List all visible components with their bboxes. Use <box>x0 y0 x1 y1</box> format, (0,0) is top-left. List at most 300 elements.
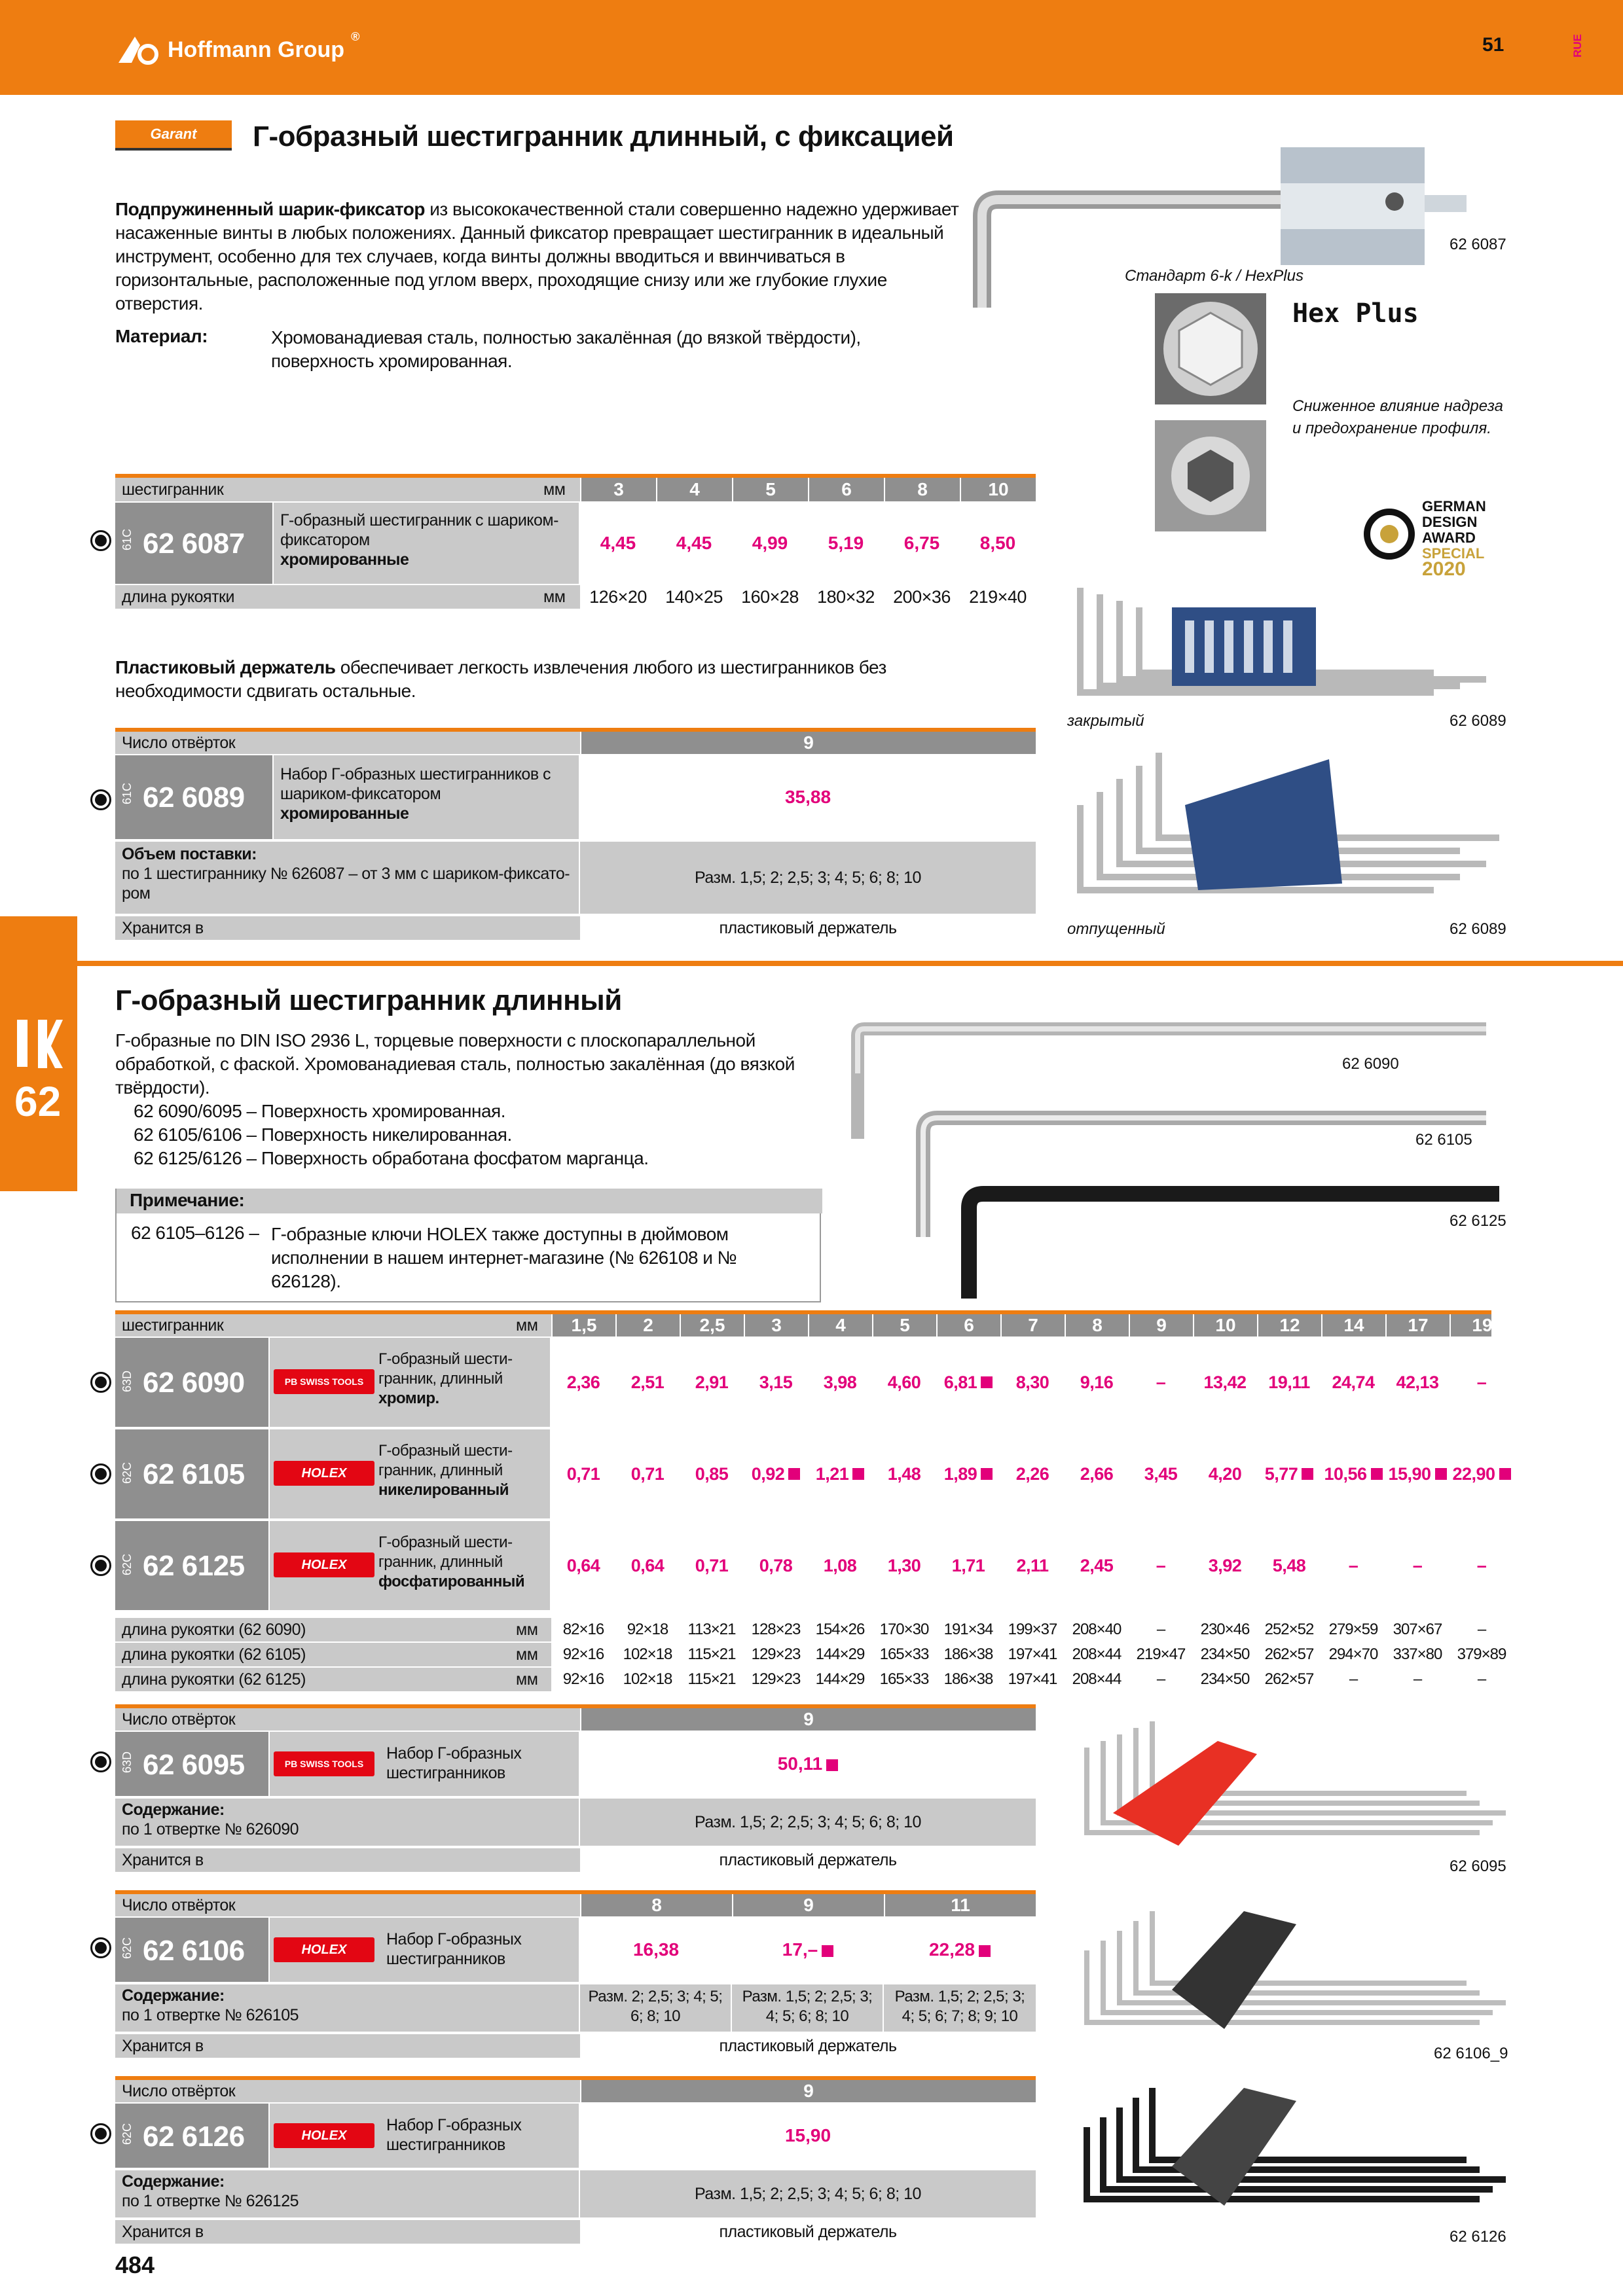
new-marker <box>981 1468 993 1480</box>
section2-title: Г-образный шестигранник длинный <box>115 984 622 1016</box>
caption-closed: закрытый <box>1067 712 1144 730</box>
desc-cell <box>274 503 579 584</box>
length-cell: 279×59 <box>1328 1621 1378 1638</box>
product-bullet[interactable] <box>90 789 111 810</box>
holder-rest: обеспечивает легкость извлечения любого из шестигранников без необходимости сдвигать остальные. <box>115 657 886 701</box>
caption-6126: 62 6126 <box>1450 2228 1506 2246</box>
length-cell: 294×70 <box>1328 1645 1378 1663</box>
product-bullet[interactable] <box>90 1751 111 1772</box>
chapter-number: 62 <box>14 1078 62 1125</box>
article-cell[interactable] <box>115 755 272 839</box>
size-col: 6 <box>936 1314 1000 1336</box>
new-marker <box>1499 1468 1511 1480</box>
product-bullet[interactable] <box>90 530 111 551</box>
language-tag: RUE <box>1571 34 1584 58</box>
new-marker <box>979 1945 991 1957</box>
content-label: Содержание: <box>122 2172 225 2191</box>
product-bullet[interactable] <box>90 1937 111 1958</box>
note-box <box>115 1189 821 1302</box>
length-row <box>115 585 1036 609</box>
caption-open-art: 62 6089 <box>1450 920 1506 938</box>
length-cell: 165×33 <box>879 1670 929 1688</box>
length-cell: 199×37 <box>1008 1621 1057 1638</box>
caption-open: отпущенный <box>1067 920 1165 938</box>
new-marker <box>822 1945 833 1957</box>
price-row <box>580 503 1036 584</box>
length-cell: 144×29 <box>815 1645 865 1663</box>
caption-6087: 62 6087 <box>1450 236 1506 253</box>
length-cell: 262×57 <box>1264 1645 1314 1663</box>
price-cell[interactable]: 10,56 <box>1321 1429 1385 1518</box>
article-cell[interactable] <box>115 2104 268 2168</box>
set-6095-image <box>1074 1715 1519 1846</box>
price-cell[interactable]: 22,90 <box>1450 1429 1514 1518</box>
size-header-row <box>115 1314 1491 1336</box>
length-cell: 379×89 <box>1457 1645 1506 1663</box>
finish-item: 62 6105/6106 – Поверхность никелированная. <box>134 1124 512 1145</box>
price-cell[interactable]: 3,92 <box>1208 1555 1242 1575</box>
garant-badge: Garant <box>115 120 232 151</box>
length-cell: 197×41 <box>1008 1670 1057 1688</box>
length-cell: 115×21 <box>687 1670 736 1688</box>
price-cell[interactable]: 15,90 <box>1385 1429 1450 1518</box>
table-6095 <box>115 1704 1036 1876</box>
table-6126 <box>115 2076 1036 2248</box>
holex-logo: HOLEX <box>274 1937 374 1962</box>
product-desc-bold: хромированные <box>280 550 409 569</box>
product-bullet[interactable] <box>90 1555 111 1576</box>
length-cell: 262×57 <box>1264 1670 1314 1688</box>
award-line3: AWARD <box>1422 529 1476 546</box>
price-cell[interactable]: 8,30 <box>1015 1372 1049 1392</box>
scope-row <box>115 842 579 914</box>
length-cell: 186×38 <box>943 1645 993 1663</box>
product-desc: Набор Г-образных шестигранников <box>386 1930 522 1968</box>
length-cell: 208×44 <box>1072 1670 1122 1688</box>
award-line1: GERMAN <box>1422 498 1486 514</box>
price-cell[interactable]: 1,71 <box>951 1555 985 1575</box>
finish-item: 62 6090/6095 – Поверхность хромированная. <box>134 1101 505 1121</box>
price-cell[interactable]: 2,66 <box>1080 1463 1114 1484</box>
product-desc: Г-образный шестигранник, длинный <box>378 1442 513 1479</box>
new-marker <box>788 1468 800 1480</box>
price-cell[interactable]: – <box>1476 1372 1487 1392</box>
article-cell[interactable] <box>115 1918 268 1982</box>
price-cell[interactable]: 4,45 <box>676 533 712 553</box>
price-cell[interactable]: 8,50 <box>979 533 1016 553</box>
size-col: 10 <box>1193 1314 1257 1336</box>
article-number: 62 6106 <box>143 1935 245 1967</box>
price-cell[interactable]: – <box>1348 1555 1359 1575</box>
price-cell[interactable]: 0,64 <box>566 1555 600 1575</box>
chapter-tab[interactable] <box>0 916 77 1191</box>
size-col: 5 <box>872 1314 936 1336</box>
caption-6105: 62 6105 <box>1415 1131 1472 1149</box>
price-cell[interactable]: 6,81 <box>936 1338 1000 1427</box>
length-cell: 234×50 <box>1200 1645 1250 1663</box>
count-label: Число отвёрток <box>122 1896 236 1914</box>
finish-list <box>134 1100 649 1170</box>
hexplus-logo-text: Hex Plus <box>1292 298 1419 329</box>
size-col: 8 <box>1065 1314 1129 1336</box>
hex-key-6125-image <box>956 1181 1506 1299</box>
price-cell[interactable]: 3,98 <box>823 1372 857 1392</box>
size-header-label: шестигранник <box>122 480 224 499</box>
count-label: Число отвёрток <box>122 1710 236 1729</box>
pb-swiss-tools-logo: PB SWISS TOOLS <box>274 1751 374 1776</box>
length-cell: 180×32 <box>817 587 875 607</box>
finish-item: 62 6125/6126 – Поверхность обработана фосфатом марганца. <box>134 1148 649 1168</box>
length-cell: – <box>1477 1621 1486 1638</box>
hexplus-note: Сниженное влияние надреза и предохранение профиля. <box>1292 397 1504 437</box>
price-cell[interactable]: 0,92 <box>744 1429 808 1518</box>
stored-value: пластиковый держатель <box>580 2220 1036 2244</box>
standard-label: Стандарт 6-k / HexPlus <box>1125 267 1304 285</box>
stored-value: пластиковый держатель <box>580 2034 1036 2058</box>
hex-profile-image-1 <box>1155 293 1266 404</box>
content-label: Содержание: <box>122 1986 225 2005</box>
length-cell: 170×30 <box>879 1621 929 1638</box>
article-cell[interactable] <box>115 1338 268 1427</box>
size-header-row <box>115 478 1036 501</box>
caption-6090: 62 6090 <box>1342 1055 1399 1073</box>
product-desc: Набор Г-образных шестигранников с шариком-фиксатором <box>280 765 551 803</box>
price-cell[interactable]: – <box>1476 1555 1487 1575</box>
length-cell: 92×18 <box>627 1621 668 1638</box>
article-code: 62C <box>120 2123 134 2145</box>
tools-icon <box>14 1013 64 1072</box>
length-cell: 230×46 <box>1200 1621 1250 1638</box>
article-number: 62 6087 <box>143 528 245 560</box>
product-bullet[interactable] <box>90 2123 111 2144</box>
new-marker <box>852 1468 864 1480</box>
article-cell[interactable] <box>115 1732 268 1796</box>
price-cell[interactable]: 5,19 <box>828 533 864 553</box>
price-cell[interactable]: 2,91 <box>695 1372 729 1392</box>
price-cell[interactable]: 6,75 <box>903 533 940 553</box>
length-cell: 208×44 <box>1072 1645 1122 1663</box>
length-row <box>115 1643 1506 1666</box>
size-8: 8 <box>884 478 960 501</box>
new-marker <box>1435 1468 1447 1480</box>
content-text: по 1 отвертке № 626105 <box>122 2006 299 2024</box>
article-code: 61C <box>120 529 134 551</box>
length-cell: 129×23 <box>751 1645 801 1663</box>
product-desc: Набор Г-образных шестигранников <box>386 2116 522 2154</box>
product-desc-bold: хромир. <box>378 1390 439 1407</box>
size-header-label: шестигранник <box>122 1316 224 1335</box>
price-cell[interactable]: – <box>1156 1372 1166 1392</box>
page-number-top: 51 <box>1482 34 1504 56</box>
table-6089 <box>115 728 1036 944</box>
price-cell[interactable]: 4,60 <box>887 1372 921 1392</box>
price-cell[interactable]: 3,15 <box>759 1372 793 1392</box>
note-text: Г-образные ключи HOLEX также доступны в дюймовом исполнении в нашем интернет-магазине (№ 626108 и № 626128). <box>271 1224 737 1291</box>
brand-name: Hoffmann Group <box>168 37 345 62</box>
price-cell[interactable]: 0,71 <box>695 1555 729 1575</box>
section2-intro: Г-образные по DIN ISO 2936 L, торцевые поверхности с плоскопараллельной обработкой, с фаской. Хромованадиевая сталь, полностью закалённая (до вязкой твёрдости). <box>115 1030 795 1098</box>
hoffmann-logo[interactable] <box>115 30 359 69</box>
length-row <box>115 1618 1491 1641</box>
holex-logo: HOLEX <box>274 2123 374 2148</box>
length-cell: 252×52 <box>1264 1621 1314 1638</box>
size-col: 7 <box>1000 1314 1065 1336</box>
length-cell: – <box>1349 1670 1358 1688</box>
length-unit: мм <box>543 588 566 606</box>
length-cell: 140×25 <box>665 587 723 607</box>
stored-label: Хранится в <box>122 1851 204 1869</box>
new-marker <box>1302 1468 1313 1480</box>
article-code: 62C <box>120 1554 134 1576</box>
caption-6106: 62 6106_9 <box>1434 2045 1508 2062</box>
stored-value: пластиковый держатель <box>580 1848 1036 1872</box>
price-cell[interactable]: 19,11 <box>1268 1372 1310 1392</box>
length-cell: 160×28 <box>741 587 799 607</box>
price-cell[interactable]: 35,88 <box>784 787 831 807</box>
product-desc-bold: хромированные <box>280 804 409 823</box>
desc-cell <box>274 755 579 839</box>
size-col: 17 <box>1385 1314 1450 1336</box>
count-value: 9 <box>580 2080 1036 2102</box>
note-label: Примечание: <box>117 1189 822 1213</box>
article-number: 62 6126 <box>143 2121 245 2153</box>
hex-profile-image-2 <box>1155 420 1266 531</box>
table-6087 <box>115 474 1036 614</box>
caption-6125: 62 6125 <box>1450 1212 1506 1230</box>
length-cell: 128×23 <box>751 1621 801 1638</box>
price-cell[interactable]: 0,78 <box>759 1555 793 1575</box>
price-cell[interactable]: – <box>1156 1555 1166 1575</box>
page-number-bottom: 484 <box>115 2251 155 2278</box>
size-3: 3 <box>580 478 656 501</box>
count-label: Число отвёрток <box>122 2082 236 2100</box>
new-marker <box>826 1759 838 1771</box>
article-code: 61C <box>120 783 134 805</box>
stored-label: Хранится в <box>122 2223 204 2241</box>
price-cell[interactable]: 0,71 <box>630 1463 665 1484</box>
set-6089-closed-image <box>1067 568 1512 712</box>
product-row <box>115 1429 1495 1518</box>
holex-logo: HOLEX <box>274 1461 374 1486</box>
price-cell[interactable]: 42,13 <box>1396 1372 1439 1392</box>
length-cell: 115×21 <box>687 1645 736 1663</box>
product-desc-bold: никелированный <box>378 1481 509 1499</box>
product-row <box>115 1521 1491 1610</box>
size-col: 4 <box>808 1314 872 1336</box>
price-cell[interactable]: 1,89 <box>936 1429 1000 1518</box>
award-icon <box>1363 508 1415 560</box>
product-desc: Набор Г-образных шестигранников <box>386 1744 522 1782</box>
new-marker <box>1371 1468 1383 1480</box>
length-cell: 129×23 <box>751 1670 801 1688</box>
intro-bold: Подпружиненный шарик-фиксатор <box>115 199 425 219</box>
content-value: Разм. 1,5; 2; 2,5; 3; 4; 5; 6; 8; 10 <box>580 2170 1036 2217</box>
content-value: Разм. 1,5; 2; 2,5; 3; 4; 5; 6; 8; 10 <box>580 1799 1036 1846</box>
price-cell[interactable]: 4,99 <box>752 533 788 553</box>
content-text: по 1 отвертке № 626125 <box>122 2192 299 2210</box>
length-row <box>115 1668 1491 1691</box>
size-10: 10 <box>960 478 1036 501</box>
article-number: 62 6125 <box>143 1550 245 1582</box>
price-cell[interactable]: – <box>1412 1555 1423 1575</box>
length-unit: мм <box>516 1670 538 1689</box>
length-cell: – <box>1156 1621 1165 1638</box>
length-cell: 219×47 <box>1136 1645 1186 1663</box>
section-divider <box>77 961 1623 966</box>
award-line5: 2020 <box>1422 558 1466 580</box>
length-cell: 82×16 <box>562 1621 604 1638</box>
article-code: 63D <box>120 1751 134 1774</box>
hex-key-6087-image <box>962 144 1623 314</box>
length-cell: 197×41 <box>1008 1645 1057 1663</box>
pb-swiss-tools-logo: PB SWISS TOOLS <box>274 1369 374 1394</box>
price-cell[interactable]: 1,48 <box>887 1463 921 1484</box>
article-number: 62 6089 <box>143 781 245 814</box>
article-cell[interactable] <box>115 1429 268 1518</box>
length-unit: мм <box>516 1645 538 1664</box>
length-cell: – <box>1413 1670 1422 1688</box>
stored-label: Хранится в <box>122 919 204 937</box>
material-text: Хромованадиевая сталь, полностью закалённая (до вязкой твёрдости), поверхность хромированная. <box>271 327 861 371</box>
content-value: Разм. 1,5; 2; 2,5; 3; 4; 5; 6; 7; 8; 9; 10 <box>884 1984 1036 2032</box>
product-row <box>115 1338 1491 1427</box>
price-cell[interactable]: 0,64 <box>630 1555 665 1575</box>
length-cell: 102×18 <box>623 1670 672 1688</box>
article-number: 62 6090 <box>143 1367 245 1399</box>
price-cell[interactable]: 24,74 <box>1332 1372 1375 1392</box>
size-col: 14 <box>1321 1314 1385 1336</box>
size-col: 19 <box>1450 1314 1514 1336</box>
award-line2: DESIGN <box>1422 514 1478 530</box>
set-6126-image <box>1074 2075 1519 2219</box>
length-label: длина рукоятки (62 6125) <box>122 1670 306 1689</box>
length-cell: 337×80 <box>1393 1645 1442 1663</box>
article-cell[interactable] <box>115 1521 268 1610</box>
price-cell[interactable]: 2,11 <box>1016 1555 1049 1575</box>
product-bullet[interactable] <box>90 1372 111 1393</box>
size-col: 12 <box>1257 1314 1321 1336</box>
section1-intro <box>115 198 960 315</box>
price-cell[interactable]: 2,51 <box>630 1372 665 1392</box>
product-desc-bold: фосфатированный <box>378 1573 525 1590</box>
size-col: 9 <box>1129 1314 1193 1336</box>
intro-rest: из высококачественной стали совершенно надежно удерживает насаженные винты в любых положениях. Данный фиксатор превращает шестигранник в идеальный инструмент, особенно для тех случаев, когда винты должны вводиться и ввинчиваться в горизонтальные, расположенные под углом вверх, проходящие снизу или же глубокие глухие отверстия. <box>115 199 959 314</box>
product-desc: Г-образный шестигранник, длинный <box>378 1534 513 1571</box>
price-cell[interactable]: 2,45 <box>1080 1555 1114 1575</box>
price-cell[interactable]: 22,28 <box>884 1918 1036 1982</box>
length-cell: 113×21 <box>687 1621 736 1638</box>
set-6106-image <box>1074 1898 1519 2042</box>
content-text: по 1 отвертке № 626090 <box>122 1820 299 1839</box>
article-code: 63D <box>120 1371 134 1393</box>
count-label: Число отвёрток <box>122 734 236 752</box>
holder-bold: Пластиковый держатель <box>115 657 336 677</box>
new-marker <box>981 1376 993 1388</box>
size-col: 1,5 <box>551 1314 615 1336</box>
length-label: длина рукоятки (62 6090) <box>122 1621 306 1639</box>
size-col: 3 <box>744 1314 808 1336</box>
scope-value: Разм. 1,5; 2; 2,5; 3; 4; 5; 6; 8; 10 <box>580 842 1036 914</box>
length-cell: 102×18 <box>623 1645 672 1663</box>
price-cell[interactable]: 2,26 <box>1015 1463 1049 1484</box>
content-label: Содержание: <box>122 1801 225 1819</box>
price-cell[interactable]: 1,21 <box>808 1429 872 1518</box>
price-cell[interactable]: 4,20 <box>1208 1463 1242 1484</box>
count-value: 8 <box>580 1894 732 1916</box>
price-cell[interactable]: 17,– <box>732 1918 884 1982</box>
length-cell: 307×67 <box>1393 1621 1442 1638</box>
price-cell[interactable]: 9,16 <box>1080 1372 1114 1392</box>
price-cell[interactable]: 2,36 <box>566 1372 600 1392</box>
count-value: 11 <box>884 1894 1036 1916</box>
product-desc: Г-образный шестигранник, длинный <box>378 1350 513 1388</box>
price-cell[interactable]: 16,38 <box>632 1939 680 1960</box>
product-bullet[interactable] <box>90 1463 111 1484</box>
article-number: 62 6095 <box>143 1749 245 1781</box>
table-6106 <box>115 1890 1036 2062</box>
price-cell[interactable]: 15,90 <box>784 2125 831 2145</box>
section1-title: Г-образный шестигранник длинный, с фиксацией <box>253 120 954 152</box>
caption-closed-art: 62 6089 <box>1450 712 1506 730</box>
size-4: 4 <box>656 478 732 501</box>
content-value: Разм. 2; 2,5; 3; 4; 5; 6; 8; 10 <box>580 1984 731 2032</box>
length-cell: 144×29 <box>815 1670 865 1688</box>
hoffmann-logo-icon <box>115 33 161 66</box>
price-cell[interactable]: 3,45 <box>1144 1463 1178 1484</box>
scope-label: Объем поставки: <box>122 845 257 863</box>
stored-row <box>115 916 1036 940</box>
holder-text <box>115 656 960 703</box>
price-cell[interactable]: 4,45 <box>600 533 636 553</box>
length-cell: – <box>1477 1670 1486 1688</box>
length-cell: 126×20 <box>589 587 647 607</box>
price-cell[interactable]: 0,71 <box>566 1463 600 1484</box>
price-cell[interactable]: 5,48 <box>1272 1555 1306 1575</box>
product-desc: Г-образный шестигранник с шариком-фиксатором <box>280 511 558 549</box>
length-cell: 219×40 <box>969 587 1027 607</box>
content-value: Разм. 1,5; 2; 2,5; 3; 4; 5; 6; 8; 10 <box>732 1984 883 2032</box>
article-cell[interactable] <box>115 503 272 584</box>
scope-text: по 1 шестиграннику № 626087 – от 3 мм с шариком-фиксатором <box>122 865 570 903</box>
hex-key-6090-image <box>845 1021 1499 1086</box>
award-line4: SPECIAL <box>1422 545 1485 562</box>
article-code: 62C <box>120 1937 134 1960</box>
length-cell: 234×50 <box>1200 1670 1250 1688</box>
price-cell[interactable]: 1,30 <box>887 1555 921 1575</box>
size-header-unit: мм <box>543 480 566 499</box>
length-unit: мм <box>516 1621 538 1639</box>
length-cell: 200×36 <box>893 587 951 607</box>
price-cell[interactable]: 50,11 <box>580 1732 1036 1796</box>
price-cell[interactable]: 1,08 <box>823 1555 857 1575</box>
size-6: 6 <box>808 478 884 501</box>
note-codes: 62 6105–6126 – <box>131 1223 259 1243</box>
set-6089-open-image <box>1067 733 1512 910</box>
length-cell: 186×38 <box>943 1670 993 1688</box>
length-cell: 154×26 <box>815 1621 865 1638</box>
length-cell: 191×34 <box>943 1621 993 1638</box>
article-code: 62C <box>120 1462 134 1484</box>
brand-mark: ® <box>351 30 360 43</box>
size-col: 2 <box>615 1314 680 1336</box>
count-value: 9 <box>580 732 1036 754</box>
price-cell[interactable]: 13,42 <box>1203 1372 1247 1392</box>
main-table <box>115 1310 1506 1690</box>
hexplus-logo <box>1292 298 1419 329</box>
price-cell[interactable]: 5,77 <box>1257 1429 1321 1518</box>
length-cell: – <box>1156 1670 1165 1688</box>
price-cell[interactable]: 0,85 <box>695 1463 729 1484</box>
